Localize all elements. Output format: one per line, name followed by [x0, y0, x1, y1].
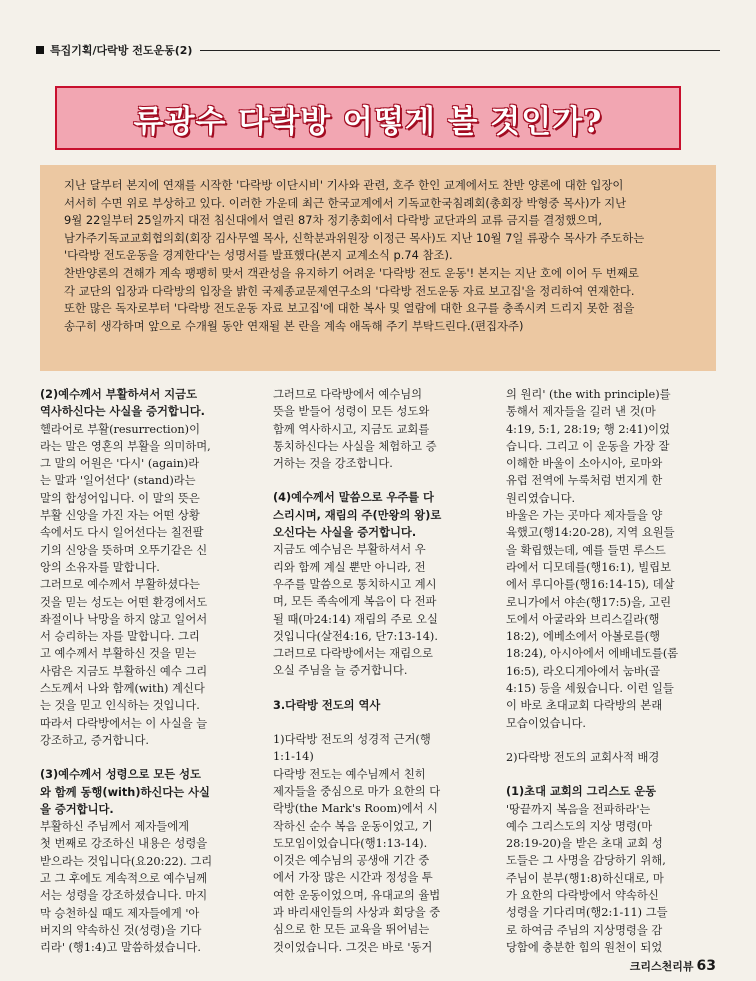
body-text-line: 습니다. 그리고 이 운동을 가장 잘	[506, 439, 670, 453]
body-text-line: 서는 성령을 강조하셨습니다. 마지	[40, 889, 208, 903]
body-text-line: 로 하여금 주님의 지상명령을 감	[506, 923, 663, 937]
body-text-line: 과 바리새인들의 사상과 회당을 중	[273, 906, 441, 920]
body-text-line: 통치하신다는 사실을 체험하고 증	[273, 439, 437, 453]
intro-line: 남가주기독교교회협의회(회장 김사무엘 목사, 신학분과위원장 이정근 목사)도 지난 10월 7일 류광수 목사가 주도하는	[64, 230, 645, 245]
body-text-line: 제자들을 중심으로 마가 요한의 다	[273, 784, 441, 798]
body-text-line: 모습이었습니다.	[506, 716, 586, 730]
article-title: 류광수 다락방 어떻게 볼 것인가?	[133, 103, 603, 140]
body-text-line: 성령을 기다리며(행2:1-11) 그들	[506, 906, 668, 920]
body-text-line: 에서 루디아를(행16:14-15), 데살	[506, 578, 675, 592]
body-text-line: 바울은 가는 곳마다 제자들을 양	[506, 509, 663, 523]
subheading-line: (4)예수께서 말씀으로 우주를 다	[273, 491, 434, 505]
body-text-line: 그 말의 어원은 '다시' (again)라	[40, 457, 200, 471]
body-text-line: 4:19, 5:1, 28:19; 행 2:41)이었	[506, 422, 670, 436]
body-text-line: 버지의 약속하신 것(성령)을 기다	[40, 923, 202, 937]
body-text-line: 헬라어로 부활(resurrection)이	[40, 422, 200, 436]
body-text-line: 스도께서 나와 함께(with) 계신다	[40, 682, 205, 696]
intro-line: '다락방 전도운동을 경계한다'는 성명서를 발표했다(본지 교계소식 p.74 참조).	[64, 248, 453, 263]
section-header	[36, 40, 720, 60]
intro-line: 찬반양론의 견해가 계속 팽팽히 맞서 객관성을 유지하기 어려운 '다락방 전도 운동'! 본지는 지난 호에 이어 두 번째로	[64, 265, 639, 280]
body-text-line: 거하는 것을 강조합니다.	[273, 457, 393, 471]
body-text-line: 1)다락방 전도의 성경적 근거(행	[273, 733, 431, 747]
body-text-line: 것을 믿는 성도는 어떤 환경에서도	[40, 595, 208, 609]
body-text-line: 16:5), 라오디게아에서 눔바(골	[506, 664, 661, 678]
subheading-line: 와 함께 동행(with)하신다는 사실	[40, 785, 210, 799]
body-text-line: 말의 합성어입니다. 이 말의 뜻은	[40, 491, 200, 505]
body-text-line: 함께 역사하시고, 지금도 교회를	[273, 422, 430, 436]
body-text-line: 것이었습니다. 그것은 바로 '동거	[273, 940, 433, 954]
body-text-line: 우주를 말씀으로 통치하시고 계시	[273, 577, 437, 591]
body-text-line: 부활 신앙을 가진 자는 어떤 상황	[40, 509, 200, 523]
subheading-line: (1)초대 교회의 그리스도 운동	[506, 785, 657, 799]
body-text-line: 뜻을 받들어 성령이 모든 성도와	[273, 405, 430, 419]
body-text-line: 오실 주님을 늘 증거합니다.	[273, 664, 408, 678]
body-text-line: 기의 신앙을 뜻하며 오뚜기같은 신	[40, 543, 208, 557]
subheading-line: 을 증거합니다.	[40, 802, 114, 816]
body-text-line: 도모임이었습니다(행1:13-14).	[273, 836, 428, 850]
body-text-line: 는 말과 '일어선다' (stand)라는	[40, 474, 196, 488]
editor-intro-box	[40, 165, 716, 371]
body-text-line: 도들은 그 사명을 감당하기 위해,	[506, 854, 666, 868]
body-text-line: 따라서 다락방에서는 이 사실을 늘	[40, 716, 208, 730]
header-rule	[200, 50, 720, 51]
body-text-line: 심으로 한 모든 교육을 뛰어넘는	[273, 923, 430, 937]
body-text-line: 그러므로 다락방에서는 재림으로	[273, 647, 433, 661]
body-text-line: 며, 모든 족속에게 복음이 다 전파	[273, 595, 437, 609]
paragraph-gap	[40, 749, 250, 766]
body-text-line: 는 것을 믿고 인식하는 것입니다.	[40, 699, 200, 713]
paragraph-gap	[506, 766, 716, 783]
text-column-1	[40, 386, 250, 957]
body-text-line: 라에서 디모데를(행16:1), 빌립보	[506, 560, 671, 574]
body-text-line: 다락방 전도는 예수님께서 친히	[273, 767, 426, 781]
body-text-line: 을 확립했는데, 예를 들면 루스드	[506, 543, 666, 557]
body-text-line: 통해서 제자들을 길러 낸 것(마	[506, 405, 656, 419]
body-text-line: 18:24), 아시아에서 에배네도를(롬	[506, 647, 679, 661]
body-text-line: 리와 함께 계실 뿐만 아니라, 전	[273, 560, 426, 574]
paragraph-gap	[273, 714, 483, 731]
body-text-line: 유럽 전역에 누룩처럼 번지게 한	[506, 474, 663, 488]
subheading-line: 역사하신다는 사실을 증거합니다.	[40, 405, 205, 419]
page-number: 63	[696, 958, 716, 974]
body-text-line: 락방(the Mark's Room)에서 시	[273, 802, 438, 816]
body-text-line: 받으라는 것입니다(요20:22). 그리	[40, 854, 213, 868]
magazine-name: 크리스천리뷰	[629, 960, 694, 973]
body-text-line: 가 요한의 다락방에서 약속하신	[506, 889, 659, 903]
body-text-line: 첫 번째로 강조하신 내용은 성령을	[40, 837, 208, 851]
body-text-line: 사람은 지금도 부활하신 예수 그리	[40, 664, 208, 678]
body-text-line: 강조하고, 증거합니다.	[40, 733, 149, 747]
body-text-line: 고 예수께서 부활하신 것을 믿는	[40, 647, 197, 661]
body-text-line: 좌절이나 낙망을 하지 않고 일어서	[40, 612, 208, 626]
body-text-line: 이 바로 초대교회 다락방의 본래	[506, 699, 663, 713]
body-text-line: 예수 그리스도의 지상 명령(마	[506, 819, 653, 833]
subheading-line: (2)예수께서 부활하셔서 지금도	[40, 388, 198, 401]
body-text-line: 당함에 충분한 힘의 원천이 되었	[506, 940, 663, 954]
body-text-line: 4:15) 등을 세웠습니다. 이런 일들	[506, 682, 674, 696]
subheading-line: 3.다락방 전도의 역사	[273, 698, 381, 712]
body-text-line: 앙의 소유자를 말합니다.	[40, 560, 160, 574]
header-square-icon	[36, 46, 44, 54]
body-text-line: 속에서도 다시 일어선다는 칠전팔	[40, 526, 204, 540]
body-text-line: 라는 말은 영혼의 부활을 의미하며,	[40, 439, 211, 453]
body-text-line: 막 승천하실 때도 제자들에게 '아	[40, 906, 200, 920]
body-text-line: 육했고(행14:20-28), 지역 요원들	[506, 526, 675, 540]
body-text-line: 28:19-20)을 받은 초대 교회 성	[506, 837, 663, 851]
paragraph-gap	[273, 680, 483, 697]
body-text-line: 고 그 후에도 계속적으로 예수님께	[40, 872, 208, 886]
body-text-line: 주님이 분부(행1:8)하신대로, 마	[506, 871, 664, 885]
section-label: 특집기획/다락방 전도운동(2)	[50, 44, 193, 57]
page-footer	[630, 958, 716, 974]
body-text-line: 원리였습니다.	[506, 491, 576, 505]
subheading-line: (3)예수께서 성령으로 모든 성도	[40, 768, 201, 782]
intro-line: 송구히 생각하며 앞으로 수개월 동안 연재될 본 란을 계속 애독해 주기 부탁드린다.(편집자주)	[64, 318, 524, 333]
body-text-line: 그러므로 다락방에서 예수님의	[273, 388, 423, 401]
subheading-line: 스리시며, 재림의 주(만왕의 왕)로	[273, 508, 442, 522]
body-text-line: 그러므로 예수께서 부활하셨다는	[40, 578, 200, 592]
body-text-line: 에서 가장 많은 시간과 정성을 투	[273, 871, 433, 885]
body-text-line: '땅끝까지 복음을 전파하라'는	[506, 802, 651, 816]
body-text-line: 작하신 순수 복음 운동이었고, 기	[273, 819, 433, 833]
paragraph-gap	[506, 732, 716, 749]
intro-line: 또한 많은 독자로부터 '다락방 전도운동 자료 보고집'에 대한 복사 및 열람에 대한 요구를 충족시켜 드리지 못한 점을	[64, 301, 635, 316]
article-title-box	[55, 86, 681, 150]
body-text-line: 의 원리' (the with principle)를	[506, 388, 671, 401]
body-text-line: 부활하신 주님께서 제자들에게	[40, 820, 190, 834]
intro-line: 각 교단의 입장과 다락방의 입장을 밝힌 국제종교문제연구소의 '다락방 전도운동 자료 보고집'을 정리하여 연재한다.	[64, 283, 635, 298]
paragraph-gap	[273, 472, 483, 489]
body-text-line: 지금도 예수님은 부활하셔서 우	[273, 543, 426, 557]
body-text-line: 여한 운동이었으며, 유대교의 율법	[273, 888, 441, 902]
intro-line: 9월 22일부터 25일까지 대전 침신대에서 열린 87차 정기총회에서 다락방 교단과의 교류 금지를 결정했으며,	[64, 213, 602, 228]
body-text-line: 이해한 바울이 소아시아, 로마와	[506, 457, 663, 471]
body-text-line: 18:2), 에베소에서 아볼로를(행	[506, 630, 661, 644]
body-text-line: 도에서 아굴라와 브리스길라(행	[506, 612, 660, 626]
intro-line: 지난 달부터 본지에 연재를 시작한 '다락방 이단시비' 기사와 관련, 호주 한인 교계에서도 찬반 양론에 대한 입장이	[64, 178, 624, 192]
body-text-line: 서 승리하는 자를 말합니다. 그리	[40, 630, 200, 644]
body-text-line: 것입니다(살전4:16, 단7:13-14).	[273, 629, 438, 643]
body-text-line: 2)다락방 전도의 교회사적 배경	[506, 750, 660, 764]
intro-line: 서서히 수면 위로 부상하고 있다. 이러한 가운데 최근 한국교계에서 기독교한국침례회(총회장 박형중 목사)가 지난	[64, 195, 627, 210]
text-column-2	[273, 386, 483, 956]
subheading-line: 오신다는 사실을 증거합니다.	[273, 526, 417, 540]
text-column-3	[506, 386, 716, 956]
body-text-line: 이것은 예수님의 공생애 기간 중	[273, 854, 430, 868]
body-text-line: 리라' (행1:4)고 말씀하셨습니다.	[40, 941, 201, 955]
body-text-line: 로니가에서 야손(행17:5)을, 고린	[506, 595, 671, 609]
body-text-line: 될 때(마24:14) 재림의 주로 오실	[273, 612, 438, 626]
body-text-line: 1:1-14)	[273, 750, 314, 764]
